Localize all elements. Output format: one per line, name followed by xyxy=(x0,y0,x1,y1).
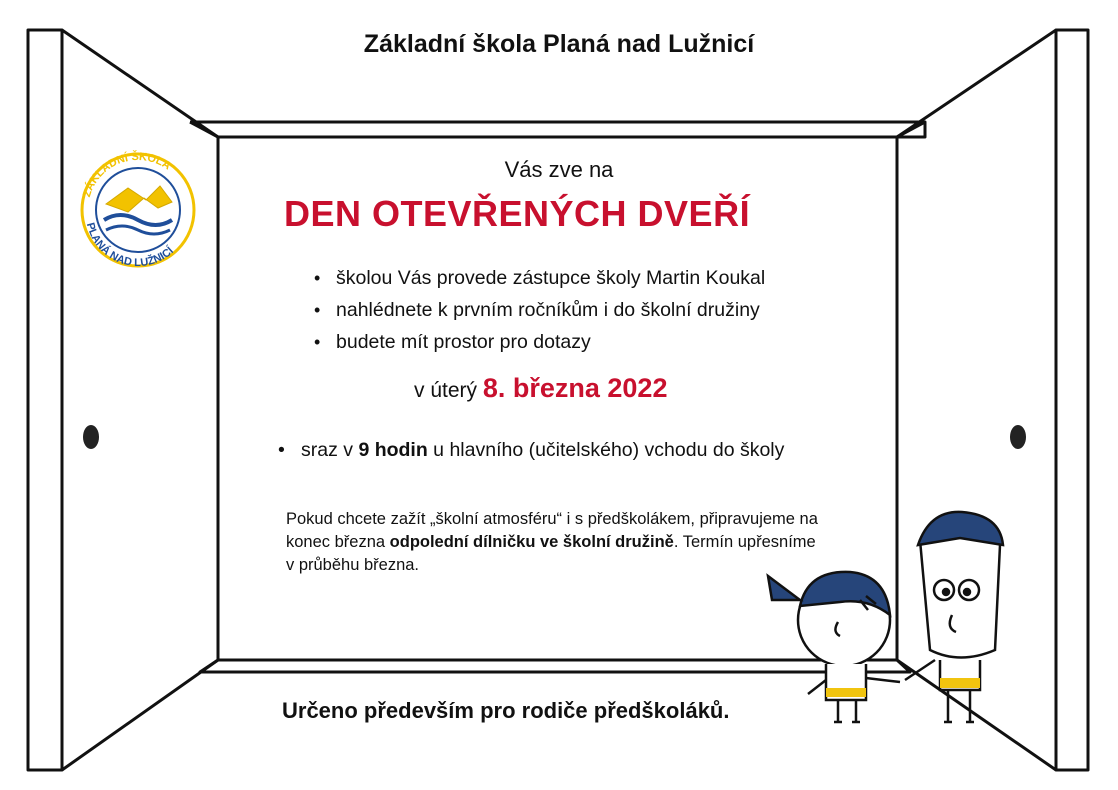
meeting-item xyxy=(278,434,784,466)
date-line xyxy=(414,373,667,404)
left-door-knob xyxy=(83,425,99,449)
note-text-1: Pokud chcete zažít „školní atmosféru“ i s předškolákem, připravujeme na konec března xyxy=(286,510,818,551)
meeting-time: 9 hodin xyxy=(358,439,428,461)
school-title: Základní škola Planá nad Lužnicí xyxy=(363,30,755,58)
bullet-questions: • budete mít prostor pro dotazy xyxy=(314,326,765,358)
bullet-guide: • školou Vás provede zástupce školy Martin Koukal xyxy=(314,262,765,294)
note-text-2: . Termín upřesníme v průběhu března. xyxy=(286,533,816,574)
bullet-classes: • nahlédnete k prvním ročníkům i do školní družiny xyxy=(314,294,765,326)
event-date: 8. března 2022 xyxy=(482,373,668,403)
workshop-note xyxy=(286,508,826,577)
right-door-knob xyxy=(1010,425,1026,449)
meeting-place: u hlavního (učitelského) vchodu do školy xyxy=(427,439,785,461)
svg-text:PLANÁ NAD LUŽNICÍ: PLANÁ NAD LUŽNICÍ xyxy=(83,221,176,270)
info-bullet-list xyxy=(314,262,765,358)
svg-text:ZÁKLADNÍ ŠKOLA: ZÁKLADNÍ ŠKOLA xyxy=(80,150,173,199)
headline: DEN OTEVŘENÝCH DVEŘÍ xyxy=(284,193,751,234)
date-prefix: v úterý xyxy=(414,379,483,402)
meeting-list xyxy=(278,434,784,466)
meeting-prefix: sraz v xyxy=(301,439,359,461)
note-workshop: odpolední dílničku ve školní družině xyxy=(389,533,674,551)
invite-line xyxy=(0,157,1118,183)
audience-footer: Určeno především pro rodiče předškoláků. xyxy=(282,698,730,723)
invite-text: Vás zve na xyxy=(504,157,614,182)
